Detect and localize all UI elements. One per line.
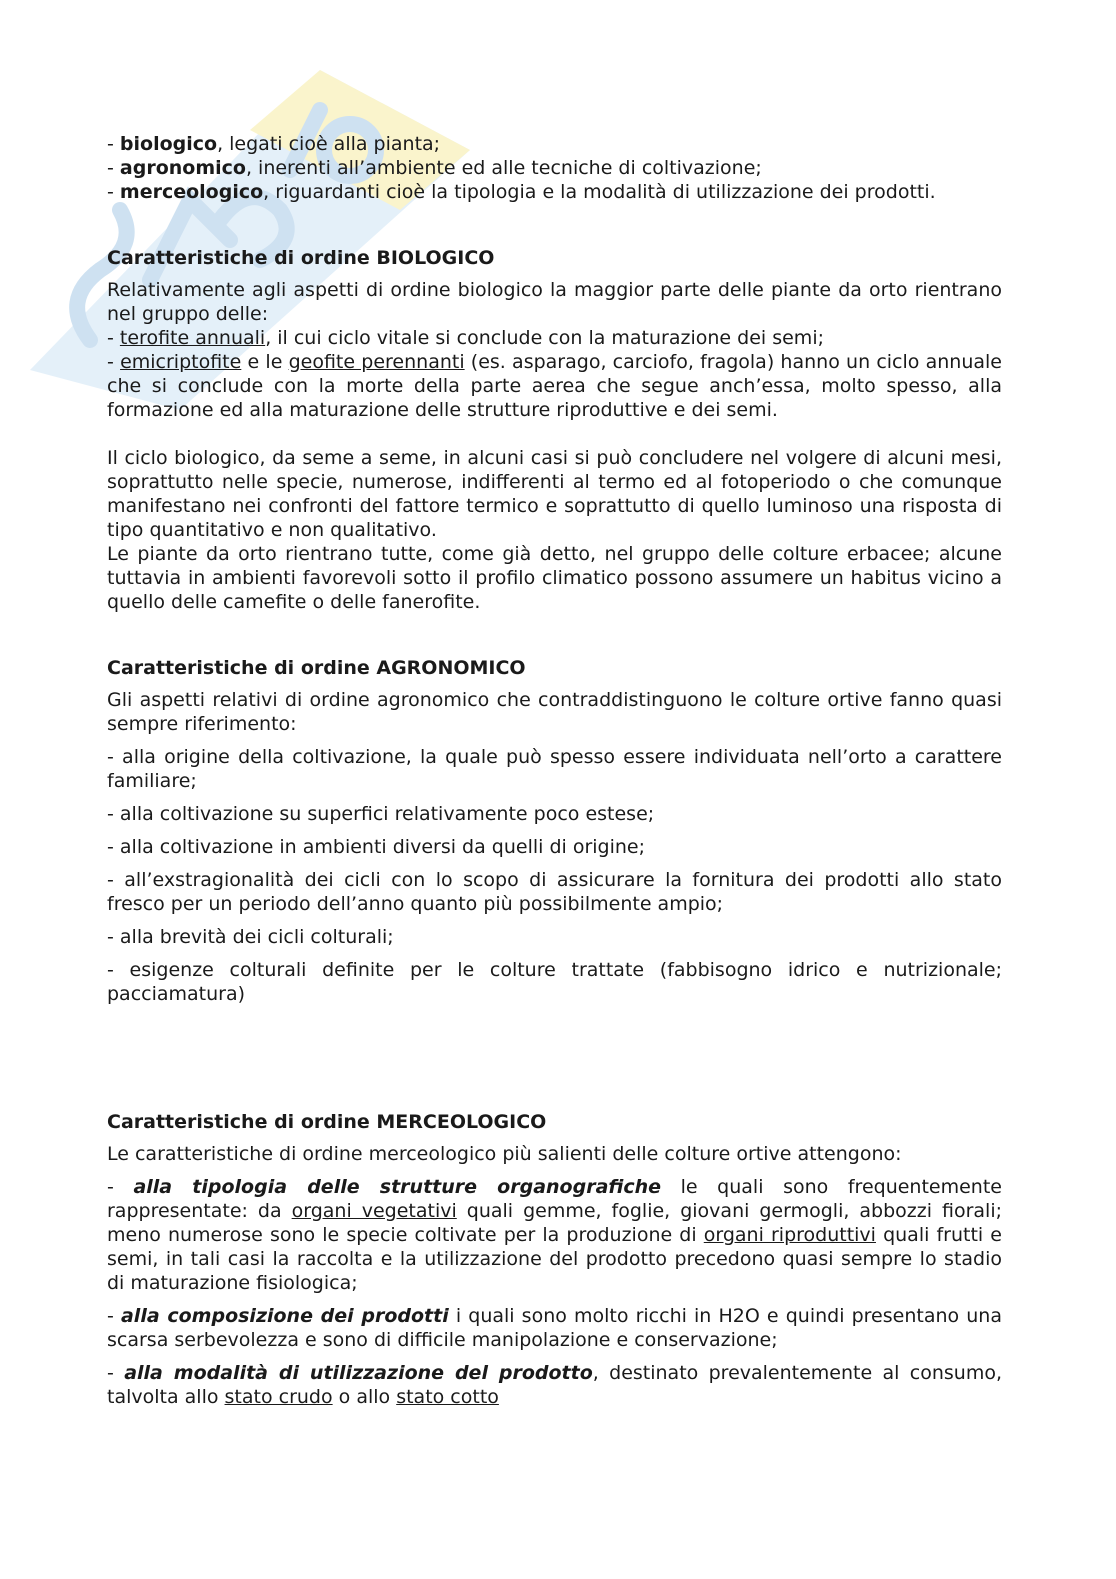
intro-item-merceologico (107, 180, 1002, 204)
merc-term-stato-cotto: stato cotto (396, 1386, 499, 1408)
merc-term-organi-riproduttivi: organi riproduttivi (703, 1224, 876, 1246)
merc-text: quali gemme, foglie, giovani germogli, abbozzi fiorali; meno numerose sono le specie coltivate per la produzione di (107, 1200, 1002, 1246)
bio-item-terofite (107, 326, 1002, 350)
agro-item: - all’exstragionalità dei cicli con lo scopo di assicurare la fornitura dei prodotti allo stato fresco per un periodo dell’anno quanto più possibilmente ampio; (107, 869, 1002, 915)
bio-term-terofite: terofite annuali (119, 327, 266, 349)
bio-text: (es. asparago, carciofo, fragola) hanno un ciclo annuale che si conclude con la morte della parte aerea che segue anch’essa, molto spesso, alla formazione ed alla maturazione delle strutture riproduttive e dei semi. (107, 351, 1002, 421)
section-agronomico (107, 656, 1002, 1006)
merc-term-organi-vegetativi: organi vegetativi (291, 1200, 457, 1222)
agro-item: - alla origine della coltivazione, la quale può spesso essere individuata nell’orto a carattere familiare; (107, 746, 1002, 792)
merc-text: le quali sono frequentemente rappresentate: da (107, 1176, 1002, 1222)
bio-term-geofite: geofite perennanti (288, 351, 465, 373)
merc-dash: - (107, 1176, 134, 1198)
intro-text: , legati cioè alla pianta; (217, 133, 441, 155)
section-biologico (107, 246, 1002, 614)
merc-item-modalita (107, 1361, 1002, 1409)
merc-dash: - (107, 1305, 121, 1327)
bio-text: e le (241, 351, 289, 373)
section-title-agronomico: Caratteristiche di ordine AGRONOMICO (107, 657, 526, 679)
merc-text: o allo (332, 1386, 397, 1408)
intro-dash: - (107, 133, 120, 155)
merc-term-modalita: alla modalità di utilizzazione del prodotto (124, 1362, 593, 1384)
intro-dash: - (107, 157, 120, 179)
merc-paragraph-1: Le caratteristiche di ordine merceologico più salienti delle colture ortive attengono: (107, 1143, 902, 1165)
bio-item-emicriptofite (107, 350, 1002, 422)
merc-dash: - (107, 1362, 125, 1384)
intro-term: merceologico (119, 181, 264, 203)
merc-item-tipologia (107, 1175, 1002, 1295)
bio-paragraph-2: Il ciclo biologico, da seme a seme, in alcuni casi si può concludere nel volgere di alcuni mesi, soprattutto nelle specie, numerose, indifferenti al termo ed al fotoperiodo o che comunque manifestano nei confronti del fattore termico e soprattutto di quello luminoso una risposta di tipo quantitativo e non qualitativo. (107, 447, 1002, 541)
section-title-biologico: Caratteristiche di ordine BIOLOGICO (107, 247, 495, 269)
merc-item-composizione (107, 1304, 1002, 1352)
agro-item: - esigenze colturali definite per le colture trattate (fabbisogno idrico e nutrizionale; pacciamatura) (107, 959, 1002, 1005)
merc-text: quali frutti e semi, in tali casi la raccolta e la utilizzazione del prodotto precedono quasi sempre lo stadio di maturazione fisiologica; (107, 1224, 1002, 1294)
document-page (107, 132, 1002, 1451)
intro-term: agronomico (119, 157, 246, 179)
bio-dash: - (107, 351, 121, 373)
intro-text: , inerenti all’ambiente ed alle tecniche di coltivazione; (245, 157, 762, 179)
agro-item: - alla coltivazione su superfici relativamente poco estese; (107, 803, 655, 825)
agro-item: - alla brevità dei cicli colturali; (107, 926, 394, 948)
merc-term-tipologia: alla tipologia delle strutture organografiche (133, 1176, 662, 1198)
section-title-merceologico: Caratteristiche di ordine MERCEOLOGICO (107, 1111, 547, 1133)
agro-item: - alla coltivazione in ambienti diversi da quelli di origine; (107, 836, 646, 858)
section-spacer (107, 1015, 1002, 1110)
bio-dash: - (107, 327, 120, 349)
intro-dash: - (107, 181, 120, 203)
intro-term: biologico (119, 133, 218, 155)
merc-text: i quali sono molto ricchi in H2O e quindi presentano una scarsa serbevolezza e sono di difficile manipolazione e conservazione; (107, 1305, 1002, 1351)
intro-list (107, 132, 1002, 204)
agro-paragraph-1: Gli aspetti relativi di ordine agronomico che contraddistinguono le colture ortive fanno quasi sempre riferimento: (107, 689, 1002, 735)
bio-paragraph-1: Relativamente agli aspetti di ordine biologico la maggior parte delle piante da orto rientrano nel gruppo delle: (107, 279, 1002, 325)
bio-text: , il cui ciclo vitale si conclude con la maturazione dei semi; (265, 327, 824, 349)
merc-term-stato-crudo: stato crudo (224, 1386, 333, 1408)
bio-term-emicriptofite: emicriptofite (120, 351, 242, 373)
intro-item-biologico (107, 132, 1002, 156)
bio-paragraph-3: Le piante da orto rientrano tutte, come già detto, nel gruppo delle colture erbacee; alcune tuttavia in ambienti favorevoli sotto il profilo climatico possono assumere un habitus vicino a quello delle camefite o delle fanerofite. (107, 543, 1002, 613)
merc-text: , destinato prevalentemente al consumo, talvolta allo (107, 1362, 1002, 1408)
intro-item-agronomico (107, 156, 1002, 180)
section-merceologico (107, 1110, 1002, 1409)
merc-term-composizione: alla composizione dei prodotti (120, 1305, 449, 1327)
intro-text: , riguardanti cioè la tipologia e la modalità di utilizzazione dei prodotti. (263, 181, 936, 203)
